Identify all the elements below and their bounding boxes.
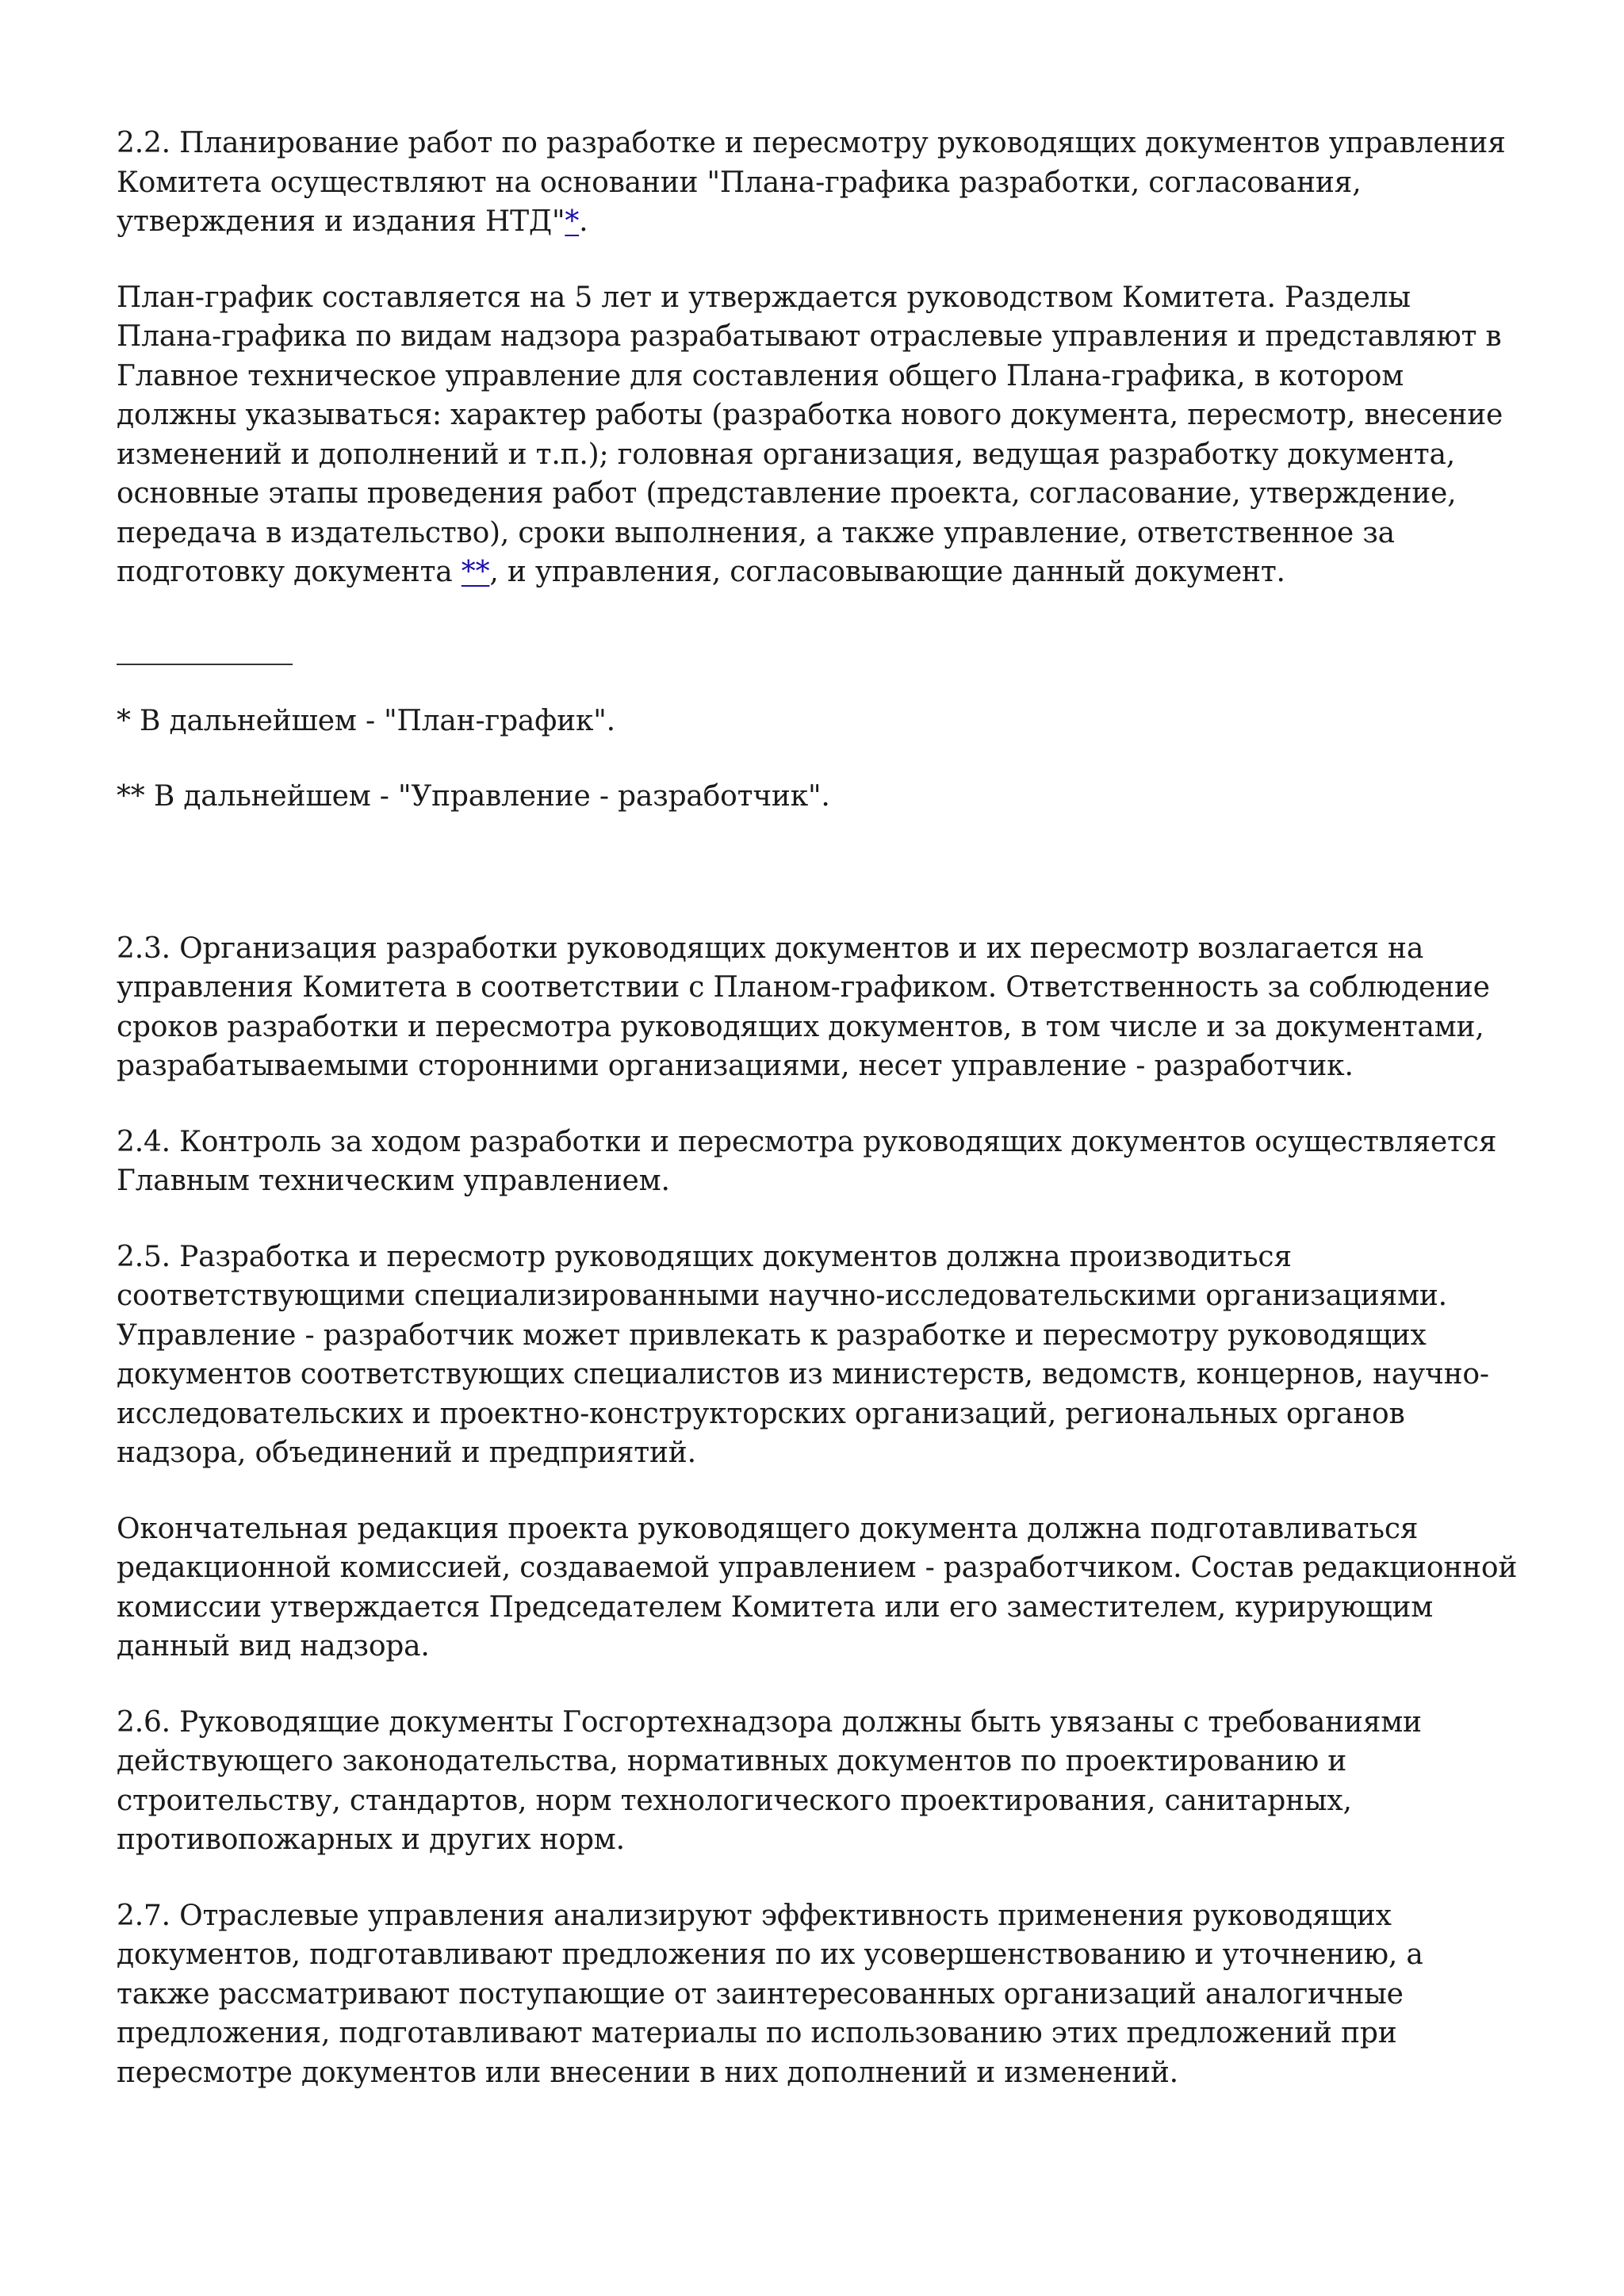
footnote-ref-1[interactable]: * — [565, 205, 580, 238]
footnote-ref-2[interactable]: ** — [461, 556, 490, 588]
footnote-2: ** В дальнейшем - "Управление - разработчик". — [117, 780, 830, 813]
section-gap — [117, 853, 1520, 929]
paragraph-2-2-tail: . — [579, 205, 588, 238]
paragraph-2-2 — [117, 124, 1520, 242]
document-page — [117, 124, 1520, 2129]
paragraph-plan-grafik-text: План-график составляется на 5 лет и утверждается руководством Комитета. Разделы Плана-графика по видам надзора разрабатывают отраслевые управления и представляют в Главное техническое управление для составления общего Плана-графика, в котором должны указываться: характер работы (разработка нового документа, пересмотр, внесение изменений и дополнений и т.п.); головная организация, ведущая разработку документа, основные этапы проведения работ (представление проекта, согласование, утверждение, передача в издательство), сроки выполнения, а также управление, ответственное за подготовку документа — [117, 281, 1503, 588]
paragraph-2-6: 2.6. Руководящие документы Госгортехнадзора должны быть увязаны с требованиями действующего законодательства, нормативных документов по проектированию и строительству, стандартов, норм технологического проектирования, санитарных, противопожарных и других норм. — [117, 1705, 1422, 1856]
paragraph-2-7: 2.7. Отраслевые управления анализируют эффективность применения руководящих документов, подготавливают предложения по их усовершенствованию и уточнению, а также рассматривают поступающие от заинтересованных организаций аналогичные предложения, подготавливают материалы по использованию этих предложений при пересмотре документов или внесении в них дополнений и изменений. — [117, 1899, 1423, 2089]
footnote-1: * В дальнейшем - "План-график". — [117, 704, 615, 737]
paragraph-2-2-text: 2.2. Планирование работ по разработке и пересмотру руководящих документов управления Комитета осуществляют на основании "Плана-графика разработки, согласования, утверждения и издания НТД" — [117, 127, 1506, 238]
footnote-divider — [117, 664, 293, 665]
paragraph-2-5: 2.5. Разработка и пересмотр руководящих документов должна производиться соответствующими специализированными научно-исследовательскими организациями. Управление - разработчик может привлекать к разработке и пересмотру руководящих документов соответствующих специалистов из министерств, ведомств, концернов, научно-исследовательских и проектно-конструкторских организаций, региональных органов надзора, объединений и предприятий. — [117, 1240, 1489, 1469]
paragraph-2-3: 2.3. Организация разработки руководящих документов и их пересмотр возлагается на управления Комитета в соответствии с Планом-графиком. Ответственность за соблюдение сроков разработки и пересмотра руководящих документов, в том числе и за документами, разрабатываемыми сторонними организациями, несет управление - разработчик. — [117, 932, 1490, 1082]
paragraph-2-4: 2.4. Контроль за ходом разработки и пересмотра руководящих документов осуществляется Главным техническим управлением. — [117, 1125, 1497, 1197]
paragraph-plan-grafik — [117, 278, 1520, 592]
paragraph-2-5-final-edition: Окончательная редакция проекта руководящего документа должна подготавливаться редакционной комиссией, создаваемой управлением - разработчиком. Состав редакционной комиссии утверждается Председателем Комитета или его заместителем, курирующим данный вид надзора. — [117, 1512, 1518, 1663]
paragraph-plan-grafik-tail: , и управления, согласовывающие данный документ. — [489, 556, 1285, 588]
